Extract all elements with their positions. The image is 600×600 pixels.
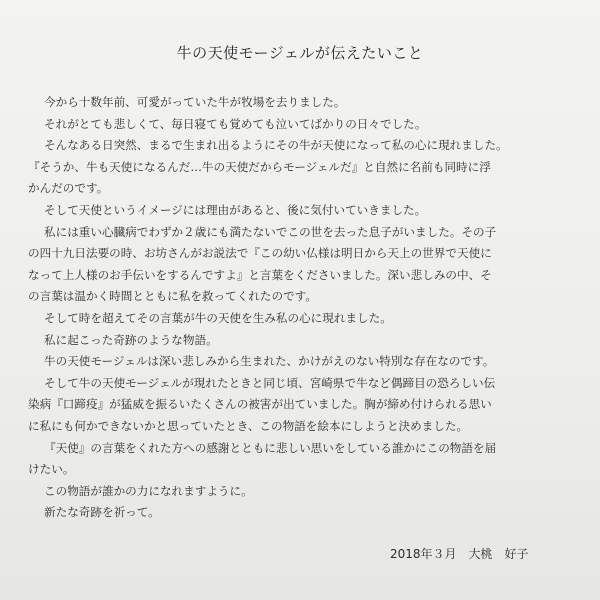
text-line: かんだのです。 (28, 181, 109, 196)
text-line: そんなある日突然、まるで生まれ出るようにその牛が天使になって私の心に現れました。 (44, 138, 508, 153)
text-line: 新たな奇跡を祈って。 (44, 505, 160, 520)
signature-date-author: 2018年３月 大桃 好子 (390, 547, 529, 561)
text-line: それがとても悲しくて、毎日寝ても覚めても泣いてばかりの日々でした。 (44, 116, 427, 131)
document-body (28, 92, 572, 524)
text-line: の言葉は温かく時間とともに私を救ってくれたのです。 (28, 289, 317, 304)
text-line: 今から十数年前、可愛がっていた牛が牧場を去りました。 (44, 95, 346, 109)
text-line: そして時を超えてその言葉が牛の天使を生み私の心に現れました。 (44, 310, 392, 325)
text-line: 『そうか、牛も天使になるんだ…牛の天使だからモージェルだ』と自然に名前も同時に浮 (28, 159, 491, 174)
text-line: に私にも何かできないかと思っていたとき、この物語を絵本にしようと決めました。 (28, 418, 469, 433)
text-line: けたい。 (28, 462, 75, 477)
text-line: 私には重い心臓病でわずか２歳にも満たないでこの世を去った息子がいました。その子 (44, 224, 497, 239)
text-line: 牛の天使モージェルは深い悲しみから生まれた、かけがえのない特別な存在なのです。 (44, 354, 495, 369)
text-line: なって上人様のお手伝いをするんですよ』と言葉をくださいました。深い悲しみの中、そ (28, 267, 492, 282)
text-line: 染病『口蹄疫』が猛威を振るいたくさんの被害が出ていました。胸が締め付けられる思い (28, 397, 492, 412)
text-line: そして牛の天使モージェルが現れたときと同じ頃、宮崎県で牛など偶蹄目の恐ろしい伝 (44, 375, 496, 390)
text-line: の四十九日法要の時、お坊さんがお説法で『この幼い仏様は明日から天上の世界で天使に (28, 246, 492, 261)
text-line: 『天使』の言葉をくれた方への感謝とともに悲しい思いをしている誰かにこの物語を届 (44, 440, 497, 455)
text-line: この物語が誰かの力になれますように。 (44, 483, 253, 498)
text-line: そして天使というイメージには理由があると、後に気付いていきました。 (44, 202, 427, 217)
text-line: 私に起こった奇跡のような物語。 (44, 332, 218, 347)
document-title: 牛の天使モージェルが伝えたいこと (176, 44, 424, 62)
